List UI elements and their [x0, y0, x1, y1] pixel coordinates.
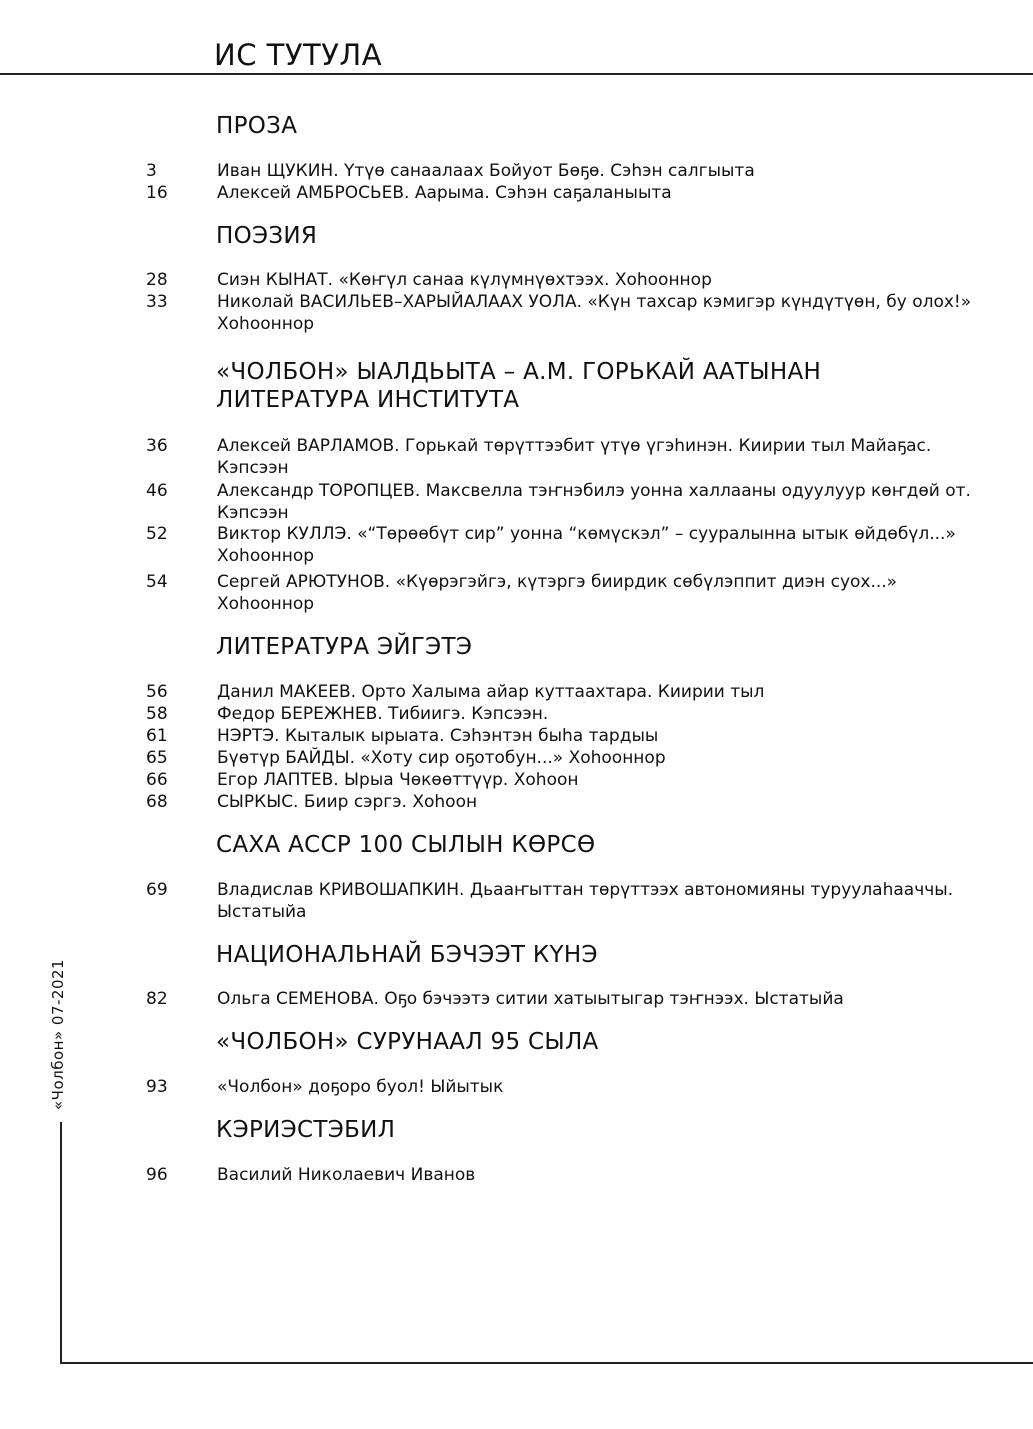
entry-text: Бүөтүр БАЙДЫ. «Хоту сир оҕотобун...» Хоһооннор [217, 748, 666, 768]
entry-text: «Чолбон» доҕоро буол! Ыйытык [217, 1077, 504, 1097]
entry-text: Иван ЩУКИН. Үтүө санаалаах Бойуот Бөҕө. Сэһэн салгыыта [217, 161, 755, 181]
page-number: 16 [146, 183, 168, 203]
spine-rule [60, 1122, 62, 1364]
footer-rule [60, 1362, 1033, 1364]
entry-text: Данил МАКЕЕВ. Орто Халыма айар куттаахтара. Киирии тыл [217, 682, 765, 702]
section-title-yakut-assr: САХА АССР 100 СЫЛЫН КӨРСӨ [216, 832, 596, 858]
entry-text: Алексей АМБРОСЬЕВ. Аарыма. Сэһэн саҕаланыыта [217, 183, 672, 203]
page-number: 61 [146, 726, 168, 746]
entry-text: Сергей АРЮТУНОВ. «Күөрэгэйгэ, күтэргэ биирдик сөбүлэппит диэн суох...» Хоһооннор [217, 572, 898, 614]
entry-text: Виктор КУЛЛЭ. «“Төрөөбүт сир” уонна “көмүскэл” – сууралынна ытык өйдөбүл...» Хоһооннор [217, 524, 956, 566]
entry-text: Ольга СЕМЕНОВА. Оҕо бэчээтэ ситии хатыытыгар тэҥнээх. Ыстатыйа [217, 989, 844, 1009]
header-rule [0, 73, 1033, 75]
entry-text: Александр ТОРОПЦЕВ. Максвелла тэҥнэбилэ уонна халлааны одуулуур көҥдөй от. Кэпсээн [217, 481, 971, 523]
entry-text: СЫРКЫС. Биир сэргэ. Хоһоон [217, 792, 478, 812]
page-number: 68 [146, 792, 168, 812]
page-number: 36 [146, 436, 168, 456]
section-title-anniversary: «ЧОЛБОН» СУРУНААЛ 95 СЫЛА [216, 1029, 599, 1055]
entry-text: Федор БЕРЕЖНЕВ. Тибиигэ. Кэпсээн. [217, 704, 549, 724]
page-number: 82 [146, 989, 168, 1009]
entry-text: Алексей ВАРЛАМОВ. Горькай төрүттээбит үтүө үгэһинэн. Киирии тыл Майаҕас. Кэпсээн [217, 436, 932, 478]
page-number: 58 [146, 704, 168, 724]
page-number: 46 [146, 481, 168, 501]
page-number: 54 [146, 572, 168, 592]
page-number: 69 [146, 880, 168, 900]
page-number: 28 [146, 270, 168, 290]
page-title: ИС ТУТУЛА [214, 38, 383, 72]
page-number: 52 [146, 524, 168, 544]
page-number: 56 [146, 682, 168, 702]
page-number: 3 [146, 161, 157, 181]
page-number: 33 [146, 292, 168, 312]
entry-text: Сиэн КЫНАТ. «Көҥүл санаа күлүмнүөхтээх. Хоһооннор [217, 270, 712, 290]
section-title-poetry: ПОЭЗИЯ [216, 223, 318, 249]
spine-label: «Чолбон» 07-2021 [49, 958, 67, 1110]
entry-text: Василий Николаевич Иванов [217, 1165, 476, 1185]
entry-text: Владислав КРИВОШАПКИН. Дьааҥыттан төрүттээх автономияны туруулаһааччы. Ыстатыйа [217, 880, 954, 922]
entry-text: Егор ЛАПТЕВ. Ырыа Чөкөөттүүр. Хоһоон [217, 770, 579, 790]
section-title-prose: ПРОЗА [216, 113, 298, 139]
page-number: 66 [146, 770, 168, 790]
entry-text: НЭРТЭ. Кыталык ырыата. Сэһэнтэн быһа тардыы [217, 726, 659, 746]
page-number: 65 [146, 748, 168, 768]
section-title-memorial: КЭРИЭСТЭБИЛ [216, 1117, 396, 1143]
entry-text: Николай ВАСИЛЬЕВ–ХАРЫЙАЛААХ УОЛА. «Күн тахсар кэмигэр күндүтүөн, бу олох!» Хоһооннор [217, 292, 972, 334]
page-number: 93 [146, 1077, 168, 1097]
page-number: 96 [146, 1165, 168, 1185]
section-title-guest: «ЧОЛБОН» ЫАЛДЬЫТА – А.М. ГОРЬКАЙ ААТЫНАН ЛИТЕРАТУРА ИНСТИТУТА [216, 359, 822, 413]
section-title-press-day: НАЦИОНАЛЬНАЙ БЭЧЭЭТ КҮНЭ [216, 942, 598, 968]
section-title-literature: ЛИТЕРАТУРА ЭЙГЭТЭ [216, 634, 473, 660]
